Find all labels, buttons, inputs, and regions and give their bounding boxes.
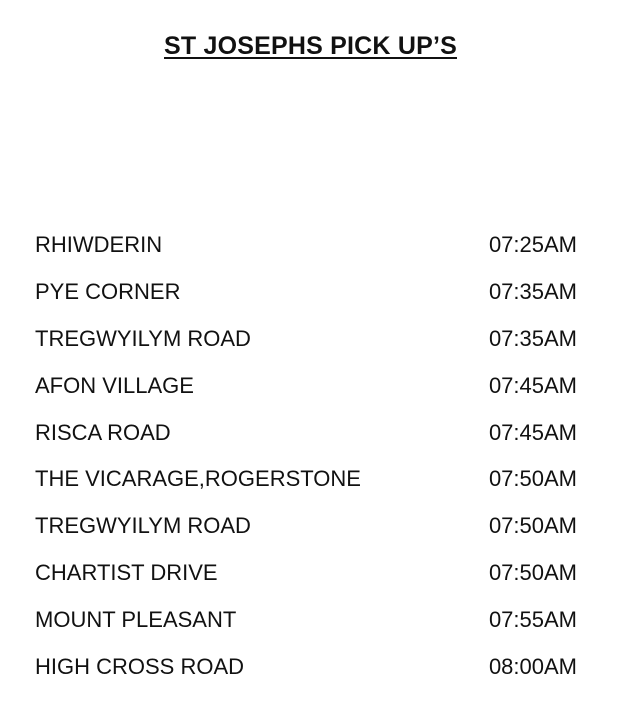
pickup-row — [35, 550, 577, 597]
pickup-time: 07:35AM — [488, 325, 577, 351]
pickup-location: RISCA ROAD — [35, 419, 171, 445]
pickup-list — [35, 222, 577, 690]
pickup-location: THE VICARAGE,ROGERSTONE — [35, 466, 361, 492]
pickup-row — [35, 269, 577, 316]
pickup-time: 08:00AM — [488, 653, 577, 679]
pickup-location: TREGWYILYM ROAD — [35, 513, 251, 539]
pickup-time: 07:50AM — [488, 466, 577, 492]
pickup-row — [35, 456, 577, 503]
pickup-row — [35, 409, 577, 456]
pickup-location: AFON VILLAGE — [35, 372, 194, 398]
pickup-time: 07:50AM — [488, 559, 577, 585]
pickup-time: 07:45AM — [488, 419, 577, 445]
pickup-row — [35, 362, 577, 409]
pickup-location: PYE CORNER — [35, 279, 181, 305]
page-title: ST JOSEPHS PICK UP’S — [164, 32, 457, 60]
pickup-location: TREGWYILYM ROAD — [35, 325, 251, 351]
pickup-time: 07:35AM — [488, 279, 577, 305]
pickup-time: 07:25AM — [488, 232, 577, 258]
pickup-time: 07:55AM — [488, 606, 577, 632]
pickup-row — [35, 503, 577, 550]
pickup-time: 07:45AM — [488, 372, 577, 398]
pickup-location: HIGH CROSS ROAD — [35, 653, 245, 679]
pickup-row — [35, 316, 577, 363]
pickup-time: 07:50AM — [488, 513, 577, 539]
pickup-row — [35, 643, 577, 690]
pickup-row — [35, 222, 577, 269]
pickup-location: RHIWDERIN — [35, 232, 163, 258]
pickup-location: CHARTIST DRIVE — [35, 559, 218, 585]
pickup-location: MOUNT PLEASANT — [35, 606, 237, 632]
pickup-row — [35, 596, 577, 643]
